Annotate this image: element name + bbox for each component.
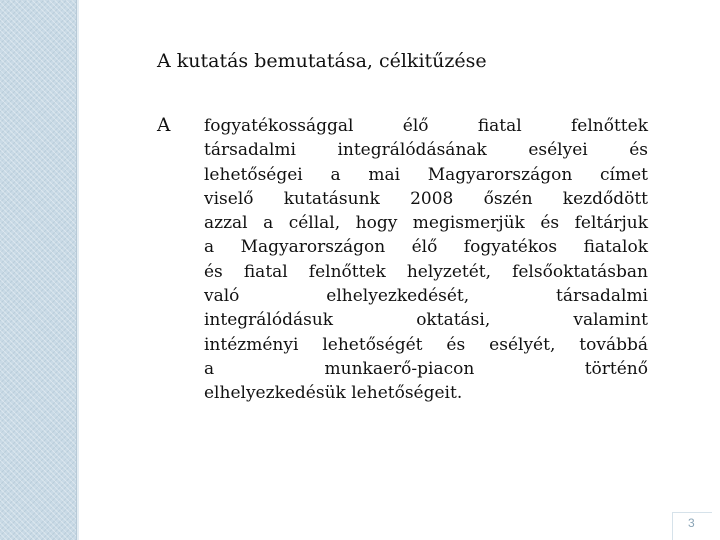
body-line: azzal a céllal, hogy megismerjük és feltárjuk: [204, 213, 648, 234]
bullet-marker: A: [157, 115, 171, 136]
slide-title: A kutatás bemutatása, célkitűzése: [157, 50, 487, 72]
body-paragraph: [204, 114, 648, 406]
sidebar-edge: [77, 0, 79, 540]
body-line: lehetőségei a mai Magyarországon címet: [204, 164, 648, 185]
body-line: és fiatal felnőttek helyzetét, felsőoktatásban: [204, 261, 648, 282]
decorative-sidebar: [0, 0, 77, 540]
body-line: a munkaerő-piacon történő: [204, 358, 648, 379]
body-line: elhelyezkedésük lehetőségeit.: [204, 383, 463, 404]
page-number: 3: [688, 516, 695, 530]
body-line: társadalmi integrálódásának esélyei és: [204, 140, 648, 161]
body-line: viselő kutatásunk 2008 őszén kezdődött: [204, 188, 648, 209]
body-line: fogyatékossággal élő fiatal felnőttek: [204, 116, 648, 136]
body-line: való elhelyezkedését, társadalmi: [204, 286, 648, 307]
body-line: integrálódásuk oktatási, valamint: [204, 310, 648, 331]
body-line: intézményi lehetőségét és esélyét, továbbá: [204, 334, 648, 355]
body-line: a Magyarországon élő fogyatékos fiatalok: [204, 237, 648, 258]
